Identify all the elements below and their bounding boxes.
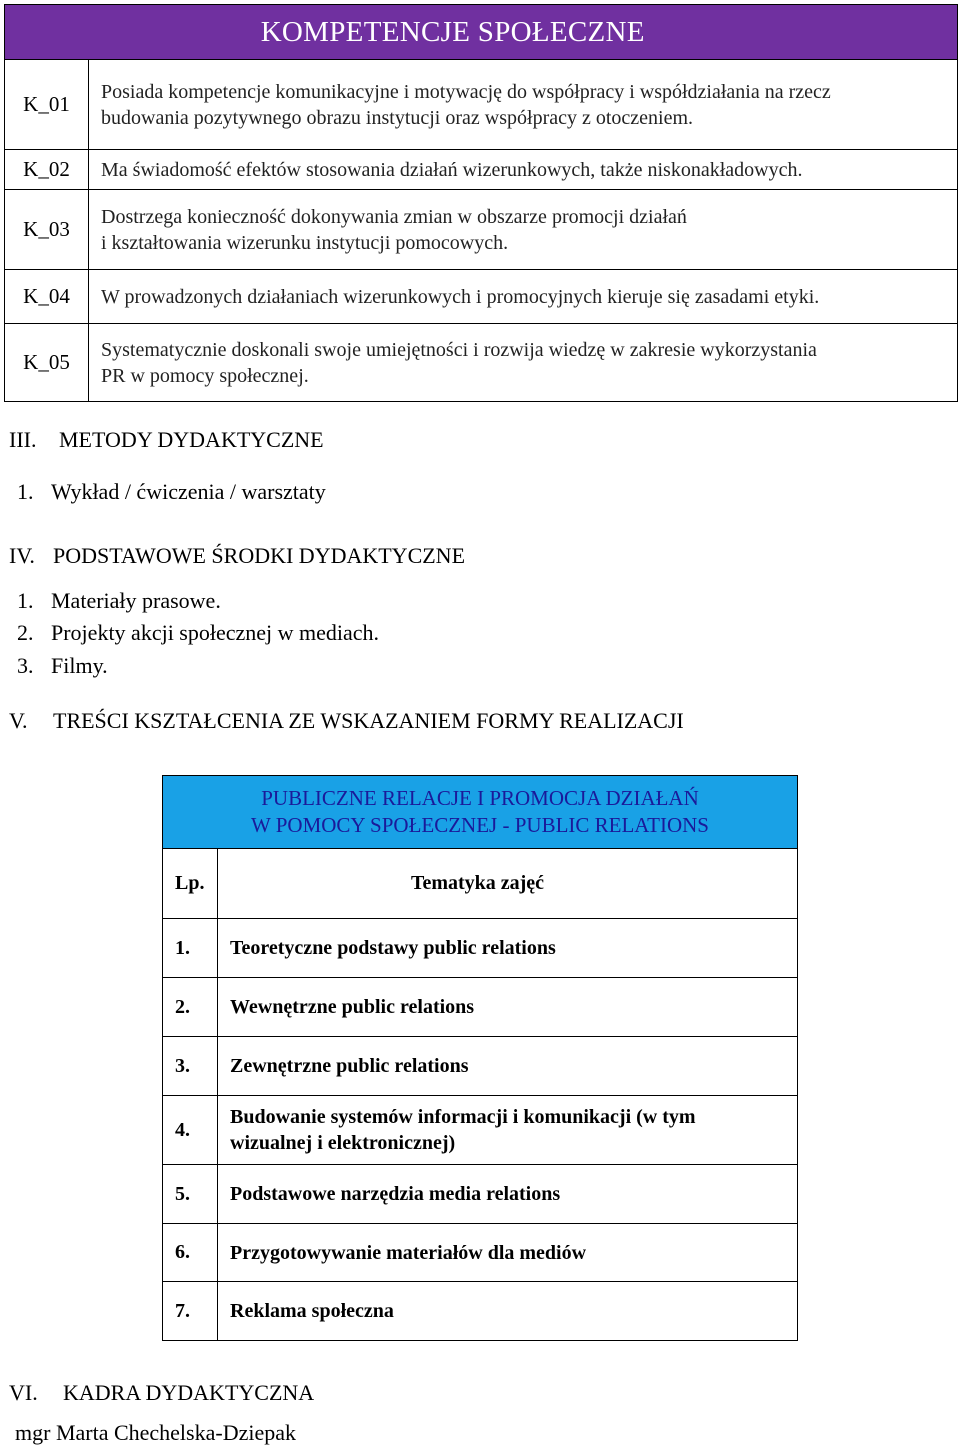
list-item-text: Filmy. (51, 653, 108, 678)
competence-code: K_05 (5, 324, 89, 402)
list-item (17, 479, 326, 505)
competence-row (5, 324, 958, 402)
competence-code: K_04 (5, 270, 89, 324)
competences-header: KOMPETENCJE SPOŁECZNE (260, 15, 645, 48)
section-number: V. (9, 708, 28, 733)
competence-text-line: PR w pomocy społecznej. (101, 364, 309, 387)
list-item-text: Wykład / ćwiczenia / warsztaty (51, 479, 326, 504)
list-item (17, 620, 379, 646)
section-title: KADRA DYDAKTYCZNA (63, 1380, 315, 1405)
row-topic: Zewnętrzne public relations (218, 1037, 798, 1096)
competences-header-spacer (5, 5, 89, 60)
topics-table-header-line: W POMOCY SPOŁECZNEJ - PUBLIC RELATIONS (251, 813, 709, 837)
competence-text-line: Systematycznie doskonali swoje umiejętności i rozwija wiedzę w zakresie wykorzystania (101, 338, 817, 361)
section-heading-methods (9, 427, 324, 453)
section-title: TREŚCI KSZTAŁCENIA ZE WSKAZANIEM FORMY REALIZACJI (53, 708, 684, 733)
row-topic: Podstawowe narzędzia media relations (218, 1165, 798, 1224)
column-header-topic: Tematyka zajęć (218, 849, 798, 919)
row-number: 1. (163, 919, 218, 978)
competence-row (5, 190, 958, 270)
section-number: IV. (9, 543, 35, 568)
row-number: 7. (163, 1282, 218, 1341)
row-topic: Przygotowywanie materiałów dla mediów (218, 1224, 798, 1282)
topics-table-header (163, 776, 798, 849)
competence-text-line: Posiada kompetencje komunikacyjne i motywację do współpracy i współdziałania na rzecz (101, 80, 831, 103)
section-title: PODSTAWOWE ŚRODKI DYDAKTYCZNE (53, 543, 466, 568)
table-row (163, 1096, 798, 1165)
competence-text (89, 190, 958, 270)
competence-text-line: budowania pozytywnego obrazu instytucji oraz współpracy z otoczeniem. (101, 106, 694, 129)
section-heading-teaching-aids (9, 543, 465, 569)
competence-text-line: i kształtowania wizerunku instytucji pomocowych. (101, 231, 509, 254)
list-item-number: 1. (17, 588, 34, 613)
table-row (163, 1282, 798, 1341)
competence-text-line: W prowadzonych działaniach wizerunkowych i promocyjnych kieruje się zasadami etyki. (101, 285, 820, 308)
column-header-lp: Lp. (163, 849, 218, 919)
table-row (163, 1165, 798, 1224)
table-row (163, 919, 798, 978)
row-topic: Wewnętrzne public relations (218, 978, 798, 1037)
list-item-text: Projekty akcji społecznej w mediach. (51, 620, 380, 645)
section-heading-contents (9, 708, 684, 734)
competence-text (89, 150, 958, 190)
competence-text (89, 270, 958, 324)
topics-table (162, 775, 798, 1341)
row-number: 6. (163, 1224, 218, 1282)
competence-code: K_03 (5, 190, 89, 270)
competence-text-line: Dostrzega konieczność dokonywania zmian w obszarze promocji działań (101, 205, 687, 228)
table-row (163, 978, 798, 1037)
list-item-number: 3. (17, 653, 34, 678)
section-heading-staff (9, 1380, 314, 1406)
section-title: METODY DYDAKTYCZNE (59, 427, 324, 452)
row-number: 5. (163, 1165, 218, 1224)
list-item-number: 2. (17, 620, 34, 645)
row-number: 2. (163, 978, 218, 1037)
staff-member: mgr Marta Chechelska-Dziepak (15, 1420, 296, 1445)
competence-row (5, 60, 958, 150)
list-item-number: 1. (17, 479, 34, 504)
competence-code: K_02 (5, 150, 89, 190)
row-number: 3. (163, 1037, 218, 1096)
section-number: VI. (9, 1380, 38, 1405)
competence-text-line: Ma świadomość efektów stosowania działań wizerunkowych, także niskonakładowych. (101, 158, 803, 181)
competence-code: K_01 (5, 60, 89, 150)
table-row (163, 1037, 798, 1096)
list-item (17, 588, 221, 614)
competences-table (4, 4, 958, 402)
row-number: 4. (163, 1096, 218, 1165)
competence-row (5, 270, 958, 324)
row-topic-line: Budowanie systemów informacji i komunikacji (w tym (230, 1106, 696, 1128)
row-topic: Teoretyczne podstawy public relations (218, 919, 798, 978)
list-item-text: Materiały prasowe. (51, 588, 221, 613)
row-topic: Reklama społeczna (218, 1282, 798, 1341)
topics-table-header-line: PUBLICZNE RELACJE I PROMOCJA DZIAŁAŃ (261, 786, 699, 810)
section-number: III. (9, 427, 37, 452)
competence-text (89, 60, 958, 150)
competence-text (89, 324, 958, 402)
list-item (17, 653, 108, 679)
row-topic-line: wizualnej i elektronicznej) (230, 1132, 456, 1154)
table-row (163, 1224, 798, 1282)
competence-row (5, 150, 958, 190)
row-topic (218, 1096, 798, 1165)
